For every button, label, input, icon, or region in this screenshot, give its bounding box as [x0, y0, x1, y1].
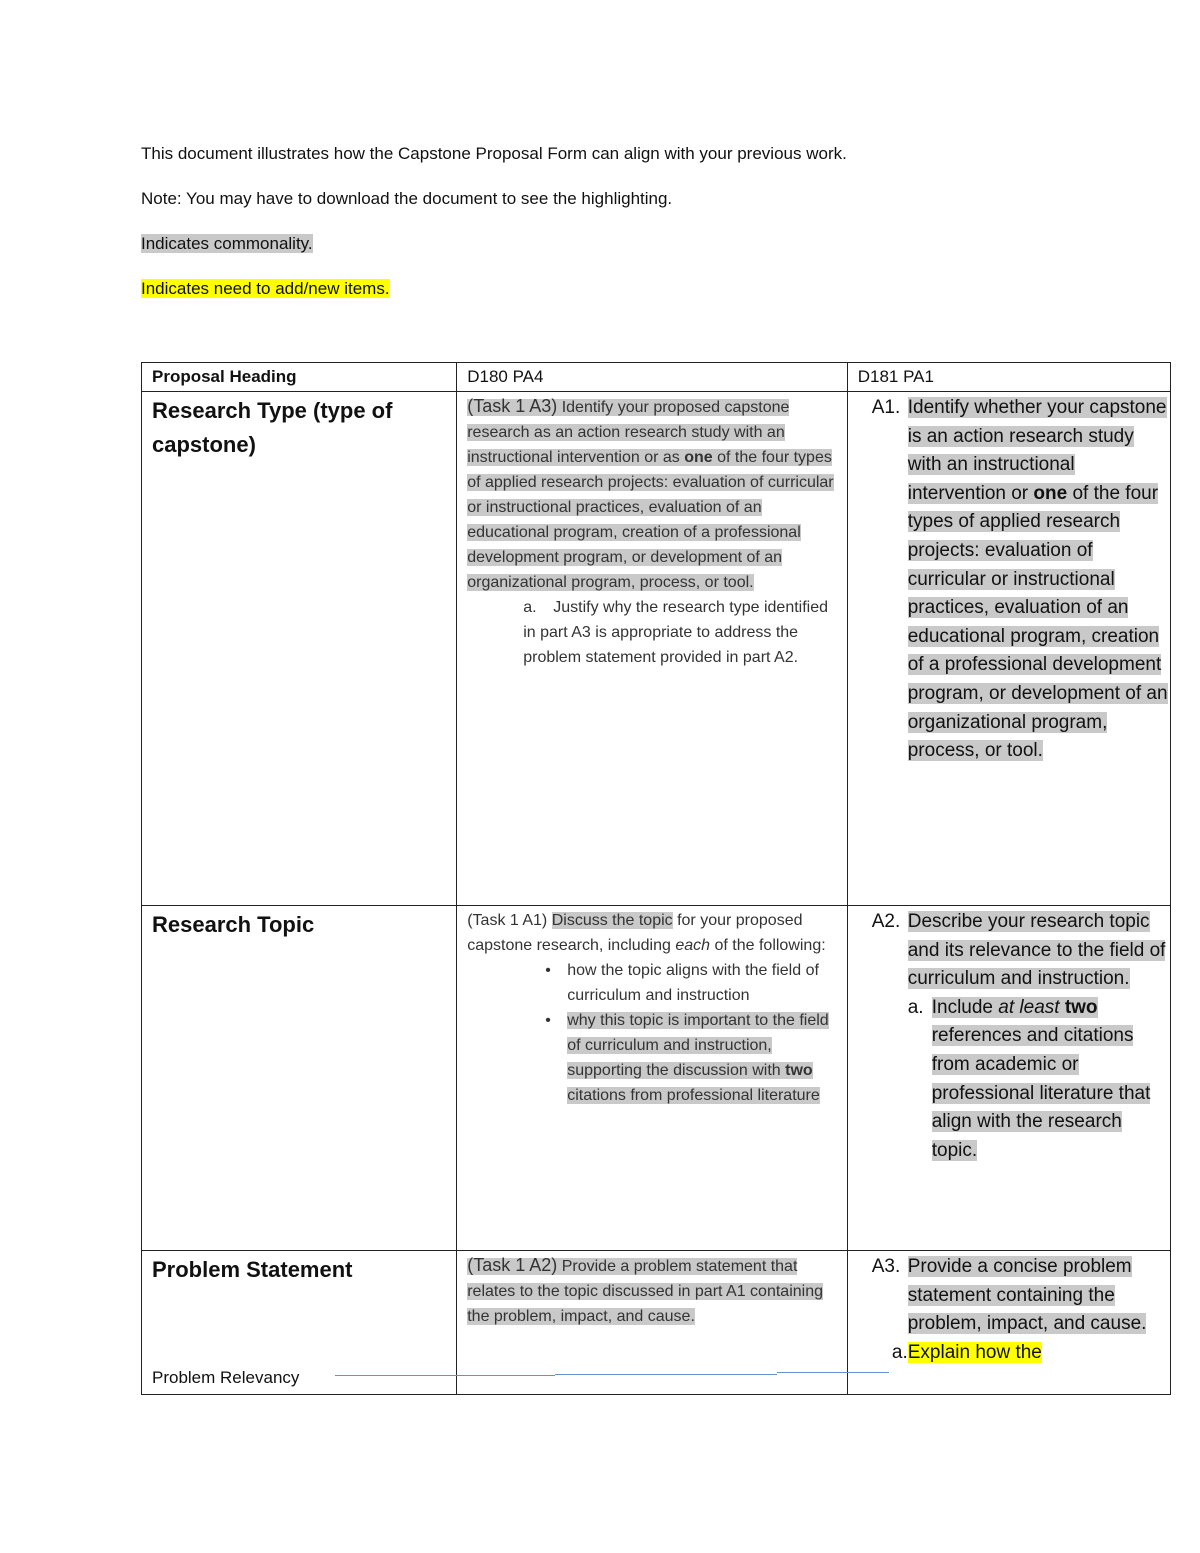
annotation-line: [335, 1375, 555, 1376]
table-row: [142, 392, 1171, 906]
row-heading: Problem Statement: [152, 1257, 353, 1282]
legend-new-items: [141, 278, 1141, 300]
d180-cell: (Task 1 A3) Identify your proposed capstone research as an action research study with an instructional intervention or as one of the four types of applied research projects: evaluation of curricular or instructional practices, evaluation of an educational program, creation of a professional development program, or development of an organizational program, process, or tool. a. Justify why the research type identified in part A3 is appropriate to address the problem statement provided in part A2.: [457, 392, 848, 906]
new-item-text: Explain how the: [907, 1341, 1042, 1363]
list-item: • why this topic is important to the field of curriculum and instruction, supporting the discussion with two citations from professional literature: [557, 1008, 837, 1108]
row-heading-cell: [142, 906, 457, 1251]
sub-item: a. Include at least two references and citations from academic or professional literature that align with the research topic.: [907, 996, 1151, 1161]
legend-commonality: [141, 233, 1141, 255]
task-ref: (Task 1 A1): [467, 912, 548, 929]
bullet-list: [467, 958, 837, 1108]
header-proposal-heading: Proposal Heading: [142, 363, 457, 392]
header-d180: D180 PA4: [457, 363, 848, 392]
legend-gray-text: Indicates commonality.: [141, 234, 313, 253]
legend-yellow-text: Indicates need to add/new items.: [141, 279, 390, 298]
d180-cell: (Task 1 A1) Discuss the topic for your proposed capstone research, including each of the following: • how the topic aligns with the field of curriculum and instruction • why this topic is important to the field of curriculum and instruction, supporting the discussion with two citations from professional literature: [457, 906, 848, 1251]
problem-relevancy-label: Problem Relevancy: [152, 1368, 300, 1387]
row-heading: Research Topic: [152, 912, 315, 937]
d181-cell: A2. Describe your research topic and its relevance to the field of curriculum and instruction. a. Include at least two references and citations from academic or professional literature that align with the research topic.: [847, 906, 1170, 1251]
row-heading-cell: [142, 392, 457, 906]
intro-line: This document illustrates how the Capstone Proposal Form can align with your previous work.: [141, 144, 847, 163]
task-ref: (Task 1 A3): [467, 396, 558, 416]
row-heading: Research Type (type of capstone): [152, 398, 393, 457]
d180-cell: (Task 1 A2) Provide a problem statement that relates to the topic discussed in part A1 containing the problem, impact, and cause.: [457, 1251, 848, 1395]
item-number: A2.: [871, 911, 901, 932]
sub-item: a. Justify why the research type identified in part A3 is appropriate to address the problem statement provided in part A2.: [523, 599, 829, 666]
d181-cell: A3. Provide a concise problem statement containing the problem, impact, and cause. a.Explain how the: [847, 1251, 1170, 1395]
table-header-row: [142, 363, 1171, 392]
item-number: A1.: [871, 397, 901, 418]
table-row: [142, 1251, 1171, 1395]
annotation-line: [777, 1372, 889, 1373]
comparison-table: [141, 362, 1171, 1395]
table-row: [142, 906, 1171, 1251]
header-d181: D181 PA1: [847, 363, 1170, 392]
item-number: A3.: [871, 1256, 901, 1277]
note-text: You may have to download the document to see the highlighting.: [181, 189, 673, 208]
note-line: [141, 188, 1141, 210]
row-heading-cell: [142, 1251, 457, 1395]
annotation-line: [555, 1374, 777, 1375]
task-ref: (Task 1 A2): [467, 1255, 558, 1275]
list-item: • how the topic aligns with the field of curriculum and instruction: [557, 958, 837, 1008]
d181-cell: A1. Identify whether your capstone is an action research study with an instructional intervention or one of the four types of applied research projects: evaluation of curricular or instructional practices, evaluation of an educational program, creation of a professional development program, or development of an organizational program, process, or tool.: [847, 392, 1170, 906]
note-label: Note:: [141, 189, 182, 208]
intro-section: [141, 143, 1141, 323]
